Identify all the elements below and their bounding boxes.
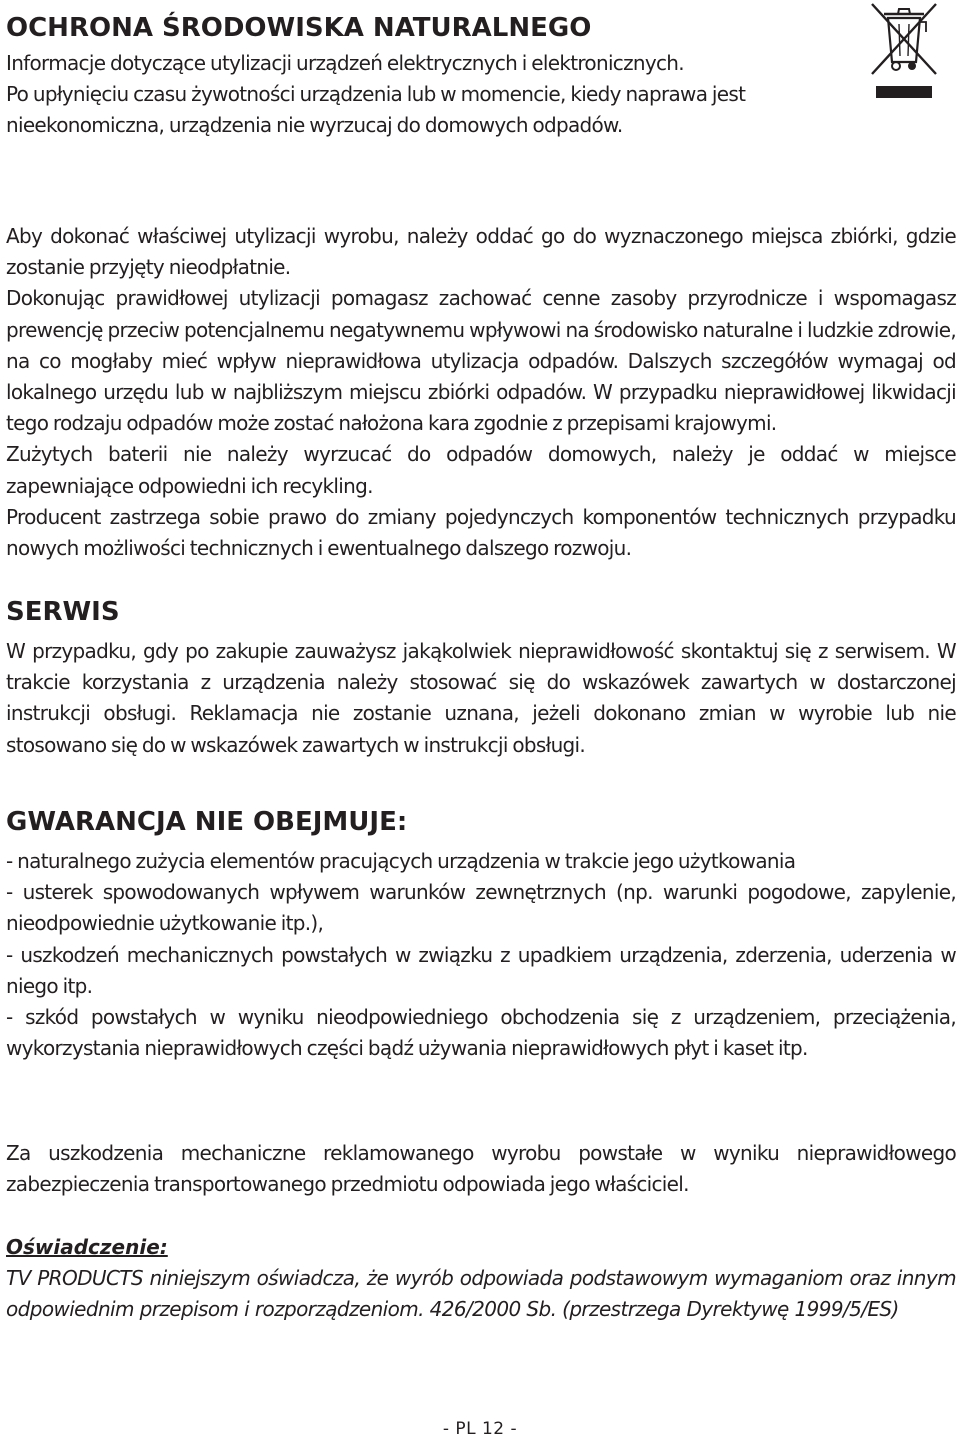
environment-intro: Informacje dotyczące utylizacji urządzeń elektrycznych i elektronicznych. Po upłynięciu czasu żywotności urządzenia lub w momencie, kiedy naprawa jest nieekonomiczna, urządzenia nie wyrzucaj do domowych odpadów. (6, 51, 746, 138)
warranty-item: - szkód powstałych w wyniku nieodpowiedniego obchodzenia się z urządzeniem, przeciążenia, wykorzystania nieprawidłowych części bądź używania nieprawidłowych płyt i kaset itp. (6, 1005, 956, 1061)
declaration-section (6, 1232, 956, 1326)
service-text: W przypadku, gdy po zakupie zauważysz jakąkolwiek nieprawidłowość skontaktuj się z serwisem. W trakcie korzystania z urządzenia należy stosować się do wskazówek zawartych w dostarczonej instrukcji obsługi. Reklamacja nie zostanie uznana, jeżeli dokonano zmian w wyrobie lub nie stosowano się do w wskazówek zawartych w instrukcji obsługi. (6, 639, 956, 757)
warranty-item: - uszkodzeń mechanicznych powstałych w związku z upadkiem urządzenia, zderzenia, uderzenia w niego itp. (6, 942, 956, 998)
warranty-item: - naturalnego zużycia elementów pracujących urządzenia w trakcie jego użytkowania (6, 849, 796, 873)
page-number: - PL 12 - (442, 1419, 518, 1439)
environment-paragraph-benefits: Dokonując prawidłowej utylizacji pomagasz zachować cenne zasoby przyrodnicze i wspomagasz prewencję przeciw potencjalnemu negatywnemu wpływowi na środowisko naturalne i ludzkie zdrowie, na co mogłaby mieć wpływ nieprawidłowa utylizacja odpadów. Dalszych szczegółów wymagaj od lokalnego urzędu lub w najbliższym miejscu zbiórki odpadów. W przypadku nieprawidłowej likwidacji tego rodzaju odpadów może zostać nałożona kara zgodnie z przepisami krajowymi. (6, 286, 956, 436)
crossed-out-wheelie-bin-icon (868, 0, 940, 104)
environment-paragraph-batteries: Zużytych baterii nie należy wyrzucać do odpadów domowych, należy je oddać w miejsce zapewniające odpowiedni ich recykling. (6, 442, 956, 498)
warranty-item: - usterek spowodowanych wpływem warunków zewnętrznych (np. warunki pogodowe, zapylenie, nieodpowiednie użytkowanie itp.), (6, 880, 956, 936)
environment-section-body (6, 221, 956, 564)
declaration-title: Oświadczenie: (6, 1235, 168, 1259)
document-page (6, 12, 956, 1322)
liability-text: Za uszkodzenia mechaniczne reklamowanego wyrobu powstałe w wyniku nieprawidłowego zabezpieczenia transportowanego przedmiotu odpowiada jego właściciel. (6, 1141, 956, 1197)
service-heading: SERWIS (6, 597, 120, 627)
environment-heading: OCHRONA ŚRODOWISKA NATURALNEGO (6, 13, 592, 43)
warranty-section (6, 806, 956, 1064)
environment-paragraph-disposal: Aby dokonać właściwej utylizacji wyrobu, należy oddać go do wyznaczonego miejsca zbiórki, gdzie zostanie przyjęty nieodpłatnie. (6, 224, 956, 280)
warranty-heading: GWARANCJA NIE OBEJMUJE: (6, 807, 408, 837)
liability-section (6, 1138, 956, 1200)
declaration-text: TV PRODUCTS niniejszym oświadcza, że wyrób odpowiada podstawowym wymaganiom oraz innym odpowiednim przepisom i rozporządzeniom. 426/2000 Sb. (przestrzega Dyrektywę 1999/5/ES) (6, 1266, 956, 1322)
environment-paragraph-manufacturer: Producent zastrzega sobie prawo do zmiany pojedynczych komponentów technicznych przypadku nowych możliwości technicznych i ewentualnego dalszego rozwoju. (6, 504, 956, 561)
service-section (6, 596, 956, 761)
